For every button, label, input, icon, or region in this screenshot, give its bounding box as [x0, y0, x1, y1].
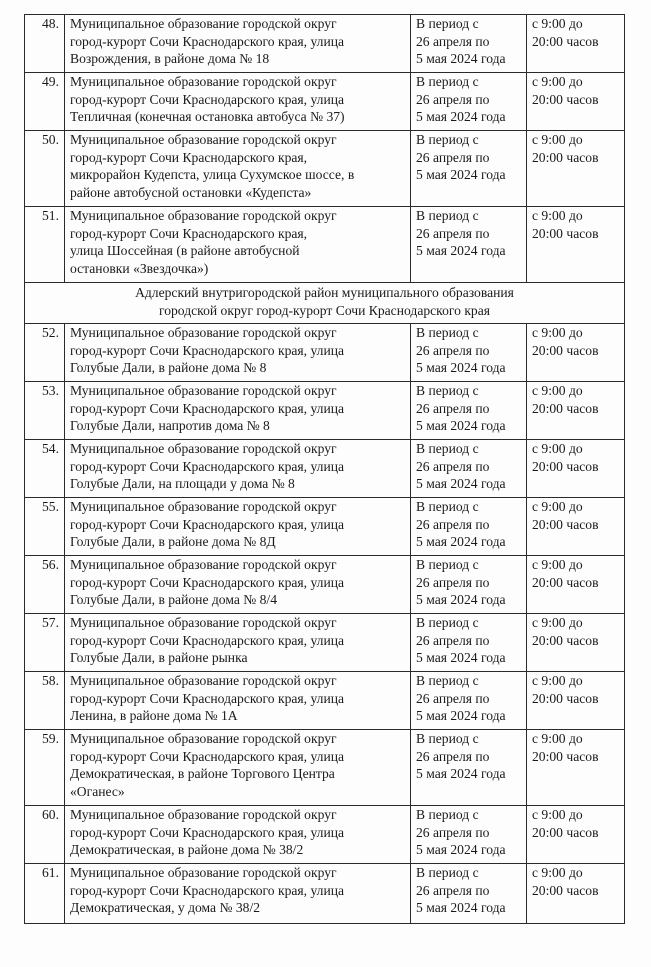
location-cell-line: город-курорт Сочи Краснодарского края, улица — [70, 91, 345, 107]
location-cell-line: город-курорт Сочи Краснодарского края, улица — [70, 516, 345, 532]
location-cell — [65, 207, 411, 283]
period-cell-line: В период с — [416, 441, 479, 456]
period-cell-line: В период с — [416, 807, 479, 822]
time-cell-line: 20:00 часов — [532, 516, 599, 532]
table-row — [25, 614, 625, 672]
period-cell-line: 5 мая 2024 года — [416, 243, 506, 259]
table-row — [25, 324, 625, 382]
row-number: 61. — [25, 864, 65, 924]
location-cell-line: город-курорт Сочи Краснодарского края, улица — [70, 342, 345, 358]
time-cell-line: 20:00 часов — [532, 91, 599, 107]
location-cell — [65, 382, 411, 440]
period-cell-line: В период с — [416, 673, 479, 688]
time-cell — [527, 614, 625, 672]
period-cell-line: 26 апреля по — [416, 748, 490, 764]
period-cell — [411, 15, 527, 73]
location-cell — [65, 440, 411, 498]
location-cell — [65, 324, 411, 382]
time-cell-line: 20:00 часов — [532, 225, 599, 241]
period-cell-line: В период с — [416, 865, 479, 880]
period-cell-line: 26 апреля по — [416, 91, 490, 107]
time-cell-line: 20:00 часов — [532, 33, 599, 49]
time-cell-line: 20:00 часов — [532, 400, 599, 416]
location-cell-line: Муниципальное образование городской округ — [70, 615, 337, 630]
period-cell — [411, 614, 527, 672]
period-cell-line: 26 апреля по — [416, 458, 490, 474]
row-number: 53. — [25, 382, 65, 440]
location-cell-line: Голубые Дали, в районе рынка — [70, 650, 248, 666]
time-cell — [527, 131, 625, 207]
period-cell-line: 26 апреля по — [416, 225, 490, 241]
time-cell — [527, 440, 625, 498]
period-cell — [411, 382, 527, 440]
row-number: 59. — [25, 730, 65, 806]
period-cell — [411, 73, 527, 131]
period-cell — [411, 730, 527, 806]
location-cell-line: город-курорт Сочи Краснодарского края, улица — [70, 882, 345, 898]
time-cell-line: 20:00 часов — [532, 748, 599, 764]
row-number: 56. — [25, 556, 65, 614]
period-cell-line: В период с — [416, 383, 479, 398]
location-cell-line: Муниципальное образование городской округ — [70, 132, 337, 147]
table-body — [25, 15, 625, 924]
location-cell — [65, 498, 411, 556]
time-cell-line: с 9:00 до — [532, 325, 583, 340]
location-cell-line: Демократическая, в районе дома № 38/2 — [70, 842, 304, 858]
period-cell-line: В период с — [416, 16, 479, 31]
period-cell-line: 26 апреля по — [416, 33, 490, 49]
location-cell-line: Муниципальное образование городской округ — [70, 383, 337, 398]
locations-table — [24, 14, 625, 924]
period-cell — [411, 207, 527, 283]
period-cell-line: 26 апреля по — [416, 574, 490, 590]
table-row — [25, 730, 625, 806]
row-number: 49. — [25, 73, 65, 131]
location-cell-line: «Оганес» — [70, 783, 125, 799]
time-cell — [527, 730, 625, 806]
period-cell-line: 26 апреля по — [416, 342, 490, 358]
row-number: 50. — [25, 131, 65, 207]
period-cell — [411, 498, 527, 556]
location-cell-line: Муниципальное образование городской округ — [70, 731, 337, 746]
time-cell — [527, 15, 625, 73]
location-cell-line: город-курорт Сочи Краснодарского края, улица — [70, 458, 345, 474]
location-cell-line: город-курорт Сочи Краснодарского края, улица — [70, 632, 345, 648]
period-cell-line: В период с — [416, 557, 479, 572]
table-row — [25, 672, 625, 730]
time-cell — [527, 556, 625, 614]
location-cell-line: город-курорт Сочи Краснодарского края, улица — [70, 824, 345, 840]
period-cell-line: 26 апреля по — [416, 149, 490, 165]
location-cell — [65, 730, 411, 806]
location-cell-line: город-курорт Сочи Краснодарского края, — [70, 225, 308, 241]
time-cell — [527, 324, 625, 382]
time-cell — [527, 864, 625, 924]
location-cell-line: Демократическая, в районе Торгового Центра — [70, 766, 335, 782]
table-row — [25, 498, 625, 556]
time-cell-line: с 9:00 до — [532, 74, 583, 89]
row-number: 55. — [25, 498, 65, 556]
period-cell — [411, 672, 527, 730]
location-cell-line: Голубые Дали, в районе дома № 8Д — [70, 534, 276, 550]
location-cell-line: Голубые Дали, на площади у дома № 8 — [70, 476, 295, 492]
time-cell — [527, 382, 625, 440]
location-cell-line: остановки «Звездочка») — [70, 260, 209, 276]
period-cell-line: В период с — [416, 615, 479, 630]
location-cell — [65, 806, 411, 864]
row-number: 60. — [25, 806, 65, 864]
location-cell-line: Возрождения, в районе дома № 18 — [70, 51, 270, 67]
location-cell-line: Муниципальное образование городской округ — [70, 74, 337, 89]
period-cell-line: 5 мая 2024 года — [416, 534, 506, 550]
period-cell-line: В период с — [416, 74, 479, 89]
time-cell-line: 20:00 часов — [532, 632, 599, 648]
location-cell — [65, 15, 411, 73]
table-row — [25, 15, 625, 73]
location-cell-line: Муниципальное образование городской округ — [70, 557, 337, 572]
location-cell-line: Муниципальное образование городской округ — [70, 807, 337, 822]
period-cell-line: 26 апреля по — [416, 400, 490, 416]
table-row — [25, 556, 625, 614]
period-cell — [411, 556, 527, 614]
period-cell-line: 5 мая 2024 года — [416, 900, 506, 916]
period-cell-line: 26 апреля по — [416, 516, 490, 532]
table-row — [25, 207, 625, 283]
location-cell — [65, 556, 411, 614]
location-cell-line: город-курорт Сочи Краснодарского края, улица — [70, 574, 345, 590]
row-number: 54. — [25, 440, 65, 498]
section-header — [25, 283, 625, 324]
time-cell — [527, 73, 625, 131]
location-cell-line: Тепличная (конечная остановка автобуса № 37) — [70, 109, 345, 125]
location-cell-line: районе автобусной остановки «Кудепста» — [70, 184, 312, 200]
time-cell — [527, 806, 625, 864]
location-cell — [65, 672, 411, 730]
time-cell-line: 20:00 часов — [532, 149, 599, 165]
period-cell — [411, 131, 527, 207]
location-cell-line: Муниципальное образование городской округ — [70, 673, 337, 688]
period-cell-line: 5 мая 2024 года — [416, 476, 506, 492]
location-cell — [65, 864, 411, 924]
time-cell — [527, 672, 625, 730]
location-cell-line: Муниципальное образование городской округ — [70, 865, 337, 880]
section-header-line: городской округ город-курорт Сочи Краснодарского края — [158, 302, 491, 318]
period-cell-line: 5 мая 2024 года — [416, 418, 506, 434]
period-cell-line: 5 мая 2024 года — [416, 708, 506, 724]
time-cell — [527, 207, 625, 283]
period-cell-line: 5 мая 2024 года — [416, 592, 506, 608]
table-row — [25, 440, 625, 498]
location-cell-line: микрорайон Кудепста, улица Сухумское шоссе, в — [70, 167, 355, 183]
location-cell-line: город-курорт Сочи Краснодарского края, улица — [70, 400, 345, 416]
time-cell-line: 20:00 часов — [532, 824, 599, 840]
period-cell-line: 5 мая 2024 года — [416, 842, 506, 858]
period-cell-line: 26 апреля по — [416, 690, 490, 706]
location-cell-line: Голубые Дали, в районе дома № 8 — [70, 360, 267, 376]
period-cell-line: 5 мая 2024 года — [416, 650, 506, 666]
period-cell-line: 5 мая 2024 года — [416, 51, 506, 67]
row-number: 51. — [25, 207, 65, 283]
period-cell-line: В период с — [416, 208, 479, 223]
time-cell-line: 20:00 часов — [532, 690, 599, 706]
table-row — [25, 382, 625, 440]
table-row — [25, 864, 625, 924]
location-cell — [65, 614, 411, 672]
period-cell — [411, 440, 527, 498]
time-cell-line: с 9:00 до — [532, 132, 583, 147]
period-cell-line: 5 мая 2024 года — [416, 360, 506, 376]
time-cell-line: с 9:00 до — [532, 208, 583, 223]
location-cell-line: Ленина, в районе дома № 1А — [70, 708, 238, 724]
row-number: 48. — [25, 15, 65, 73]
time-cell-line: с 9:00 до — [532, 441, 583, 456]
location-cell — [65, 73, 411, 131]
table-row — [25, 131, 625, 207]
time-cell-line: 20:00 часов — [532, 342, 599, 358]
location-cell-line: Муниципальное образование городской округ — [70, 325, 337, 340]
location-cell-line: город-курорт Сочи Краснодарского края, улица — [70, 690, 345, 706]
period-cell-line: В период с — [416, 132, 479, 147]
location-cell-line: Муниципальное образование городской округ — [70, 208, 337, 223]
location-cell-line: Голубые Дали, в районе дома № 8/4 — [70, 592, 278, 608]
time-cell — [527, 498, 625, 556]
period-cell-line: В период с — [416, 325, 479, 340]
period-cell — [411, 324, 527, 382]
row-number: 52. — [25, 324, 65, 382]
time-cell-line: с 9:00 до — [532, 731, 583, 746]
time-cell-line: 20:00 часов — [532, 574, 599, 590]
time-cell-line: с 9:00 до — [532, 615, 583, 630]
time-cell-line: 20:00 часов — [532, 882, 599, 898]
time-cell-line: 20:00 часов — [532, 458, 599, 474]
time-cell-line: с 9:00 до — [532, 557, 583, 572]
location-cell — [65, 131, 411, 207]
location-cell-line: Демократическая, у дома № 38/2 — [70, 900, 261, 916]
location-cell-line: город-курорт Сочи Краснодарского края, улица — [70, 33, 345, 49]
location-cell-line: улица Шоссейная (в районе автобусной — [70, 243, 300, 259]
location-cell-line: Муниципальное образование городской округ — [70, 16, 337, 31]
period-cell-line: 26 апреля по — [416, 824, 490, 840]
location-cell-line: Муниципальное образование городской округ — [70, 441, 337, 456]
period-cell-line: 26 апреля по — [416, 632, 490, 648]
period-cell-line: 5 мая 2024 года — [416, 167, 506, 183]
time-cell-line: с 9:00 до — [532, 383, 583, 398]
row-number: 58. — [25, 672, 65, 730]
period-cell-line: 26 апреля по — [416, 882, 490, 898]
time-cell-line: с 9:00 до — [532, 499, 583, 514]
period-cell — [411, 864, 527, 924]
time-cell-line: с 9:00 до — [532, 865, 583, 880]
location-cell-line: город-курорт Сочи Краснодарского края, улица — [70, 748, 345, 764]
period-cell — [411, 806, 527, 864]
table-row — [25, 73, 625, 131]
table-row — [25, 806, 625, 864]
period-cell-line: 5 мая 2024 года — [416, 109, 506, 125]
time-cell-line: с 9:00 до — [532, 16, 583, 31]
time-cell-line: с 9:00 до — [532, 807, 583, 822]
location-cell-line: город-курорт Сочи Краснодарского края, — [70, 149, 308, 165]
row-number: 57. — [25, 614, 65, 672]
section-header-line: Адлерский внутригородской район муниципального образования — [135, 285, 514, 300]
period-cell-line: 5 мая 2024 года — [416, 766, 506, 782]
time-cell-line: с 9:00 до — [532, 673, 583, 688]
period-cell-line: В период с — [416, 731, 479, 746]
period-cell-line: В период с — [416, 499, 479, 514]
location-cell-line: Муниципальное образование городской округ — [70, 499, 337, 514]
location-cell-line: Голубые Дали, напротив дома № 8 — [70, 418, 270, 434]
section-header-row — [25, 283, 625, 324]
